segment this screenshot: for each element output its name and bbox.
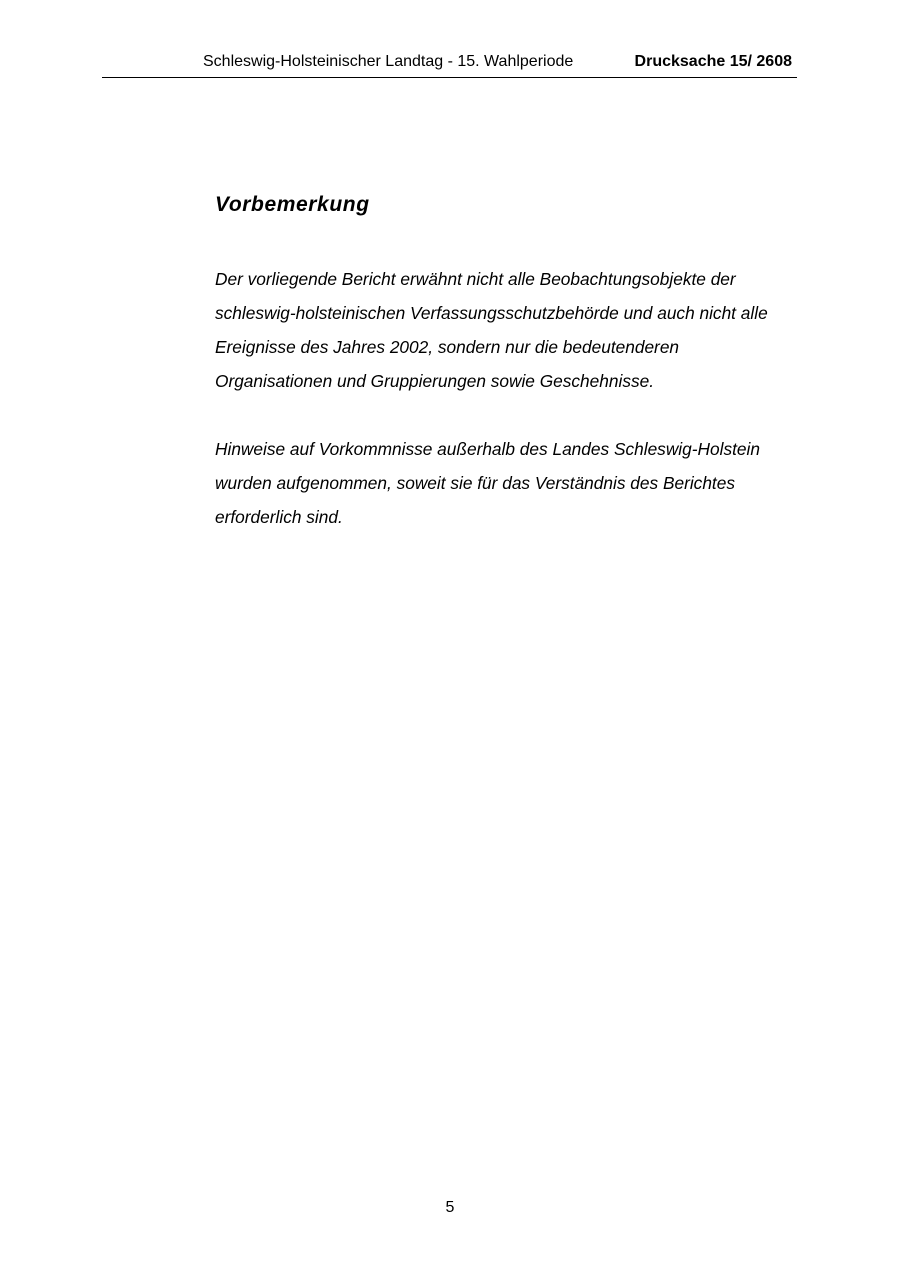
section-heading: Vorbemerkung [215,193,370,216]
page-number: 5 [445,1199,455,1216]
paragraph-line: Organisationen und Gruppierungen sowie Geschehnisse. [215,371,655,391]
paragraph-line: wurden aufgenommen, soweit sie für das Verständnis des Berichtes [215,473,735,493]
page-header [102,52,797,78]
paragraph [215,432,760,534]
paragraph [215,262,768,398]
paragraph-line: erforderlich sind. [215,507,343,527]
header-title: Schleswig-Holsteinischer Landtag - 15. Wahlperiode [203,53,574,70]
paragraph-line: Ereignisse des Jahres 2002, sondern nur die bedeutenderen [215,337,680,357]
document-number: Drucksache 15/ 2608 [634,53,792,70]
paragraph-line: schleswig-holsteinischen Verfassungsschutzbehörde und auch nicht alle [215,303,768,323]
paragraph-line: Der vorliegende Bericht erwähnt nicht alle Beobachtungsobjekte der [215,269,736,289]
paragraph-line: Hinweise auf Vorkommnisse außerhalb des Landes Schleswig-Holstein [215,439,760,459]
